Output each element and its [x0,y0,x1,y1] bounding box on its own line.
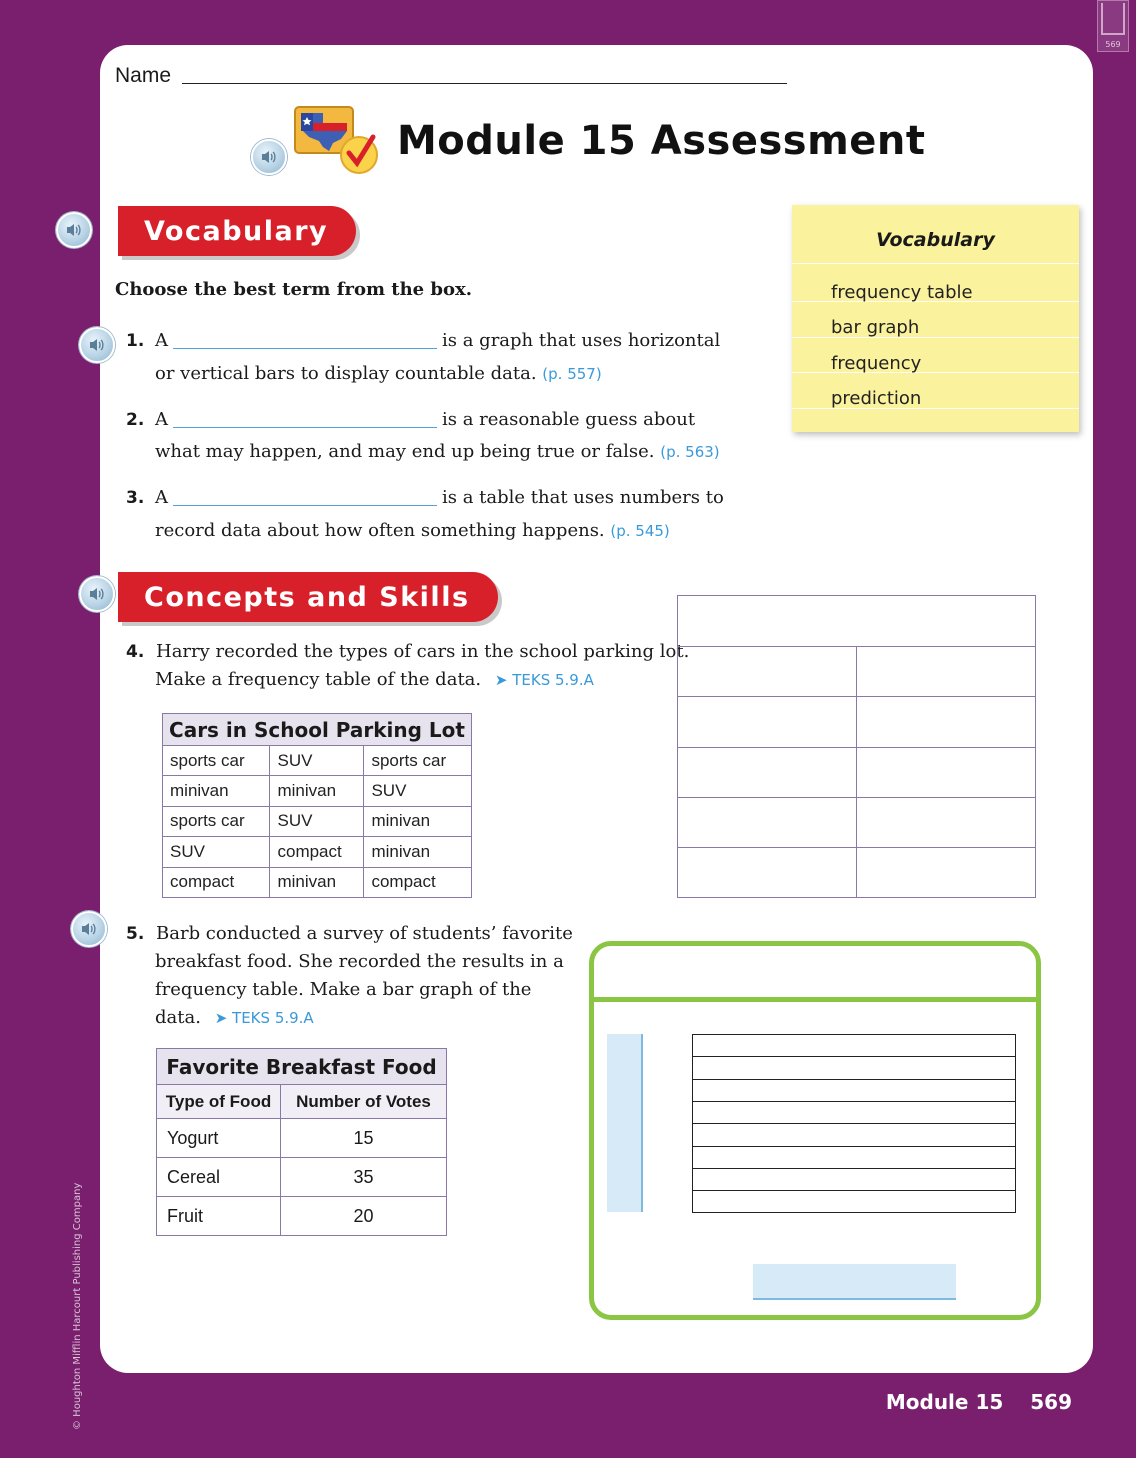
texas-checkmark-icon [293,105,385,177]
vocab-word: prediction [831,388,922,409]
question-number: 5. [126,924,145,944]
table-row [163,806,472,836]
copyright-notice: © Houghton Mifflin Harcourt Publishing Company [72,1182,83,1430]
table-cell: minivan [364,837,472,867]
table-row [163,867,472,897]
question-number: 1. [126,331,145,351]
page-reference: (p. 563) [660,443,720,461]
audio-speaker-icon[interactable] [56,212,92,248]
teks-reference[interactable]: ➤ TEKS 5.9.A [214,1009,314,1027]
question-lead: A [155,409,168,430]
table-cell: minivan [163,776,270,806]
vocab-word: bar graph [831,317,920,338]
vocab-word: frequency [831,353,922,374]
table-cell: 20 [281,1197,447,1236]
table-cell: sports car [163,746,270,776]
question-text-line2: what may happen, and may end up being true or false. (p. 563) [155,441,720,462]
question-text: is a table that uses numbers to [442,487,724,508]
table-cell: SUV [364,776,472,806]
table-cell: Yogurt [157,1119,281,1158]
graph-grid[interactable] [692,1034,1016,1213]
bookmark-tab[interactable] [1097,0,1129,52]
grid-line [693,1146,1015,1147]
y-axis-label-input[interactable] [607,1034,643,1212]
table-cell: Fruit [157,1197,281,1236]
bookmark-icon [1101,3,1125,35]
table-cell: SUV [163,837,270,867]
texas-icon: ➤ [494,671,508,689]
table-cell: compact [270,837,364,867]
table-header: Number of Votes [281,1085,447,1119]
question-text: breakfast food. She recorded the results in a [155,951,564,972]
cars-data-table [162,713,472,898]
question-text-line2: or vertical bars to display countable data. (p. 557) [155,363,602,384]
texas-icon: ➤ [214,1009,228,1027]
name-label: Name [115,64,172,87]
table-cell: Cereal [157,1158,281,1197]
page-reference: (p. 545) [610,522,670,540]
table-row [157,1158,447,1197]
table-cell: sports car [163,806,270,836]
vocab-word: frequency table [831,282,973,303]
table-cell: SUV [270,806,364,836]
page-title: Module 15 Assessment [397,118,926,164]
table-cell: 15 [281,1119,447,1158]
grid-line [693,1079,1015,1080]
table-title: Cars in School Parking Lot [163,714,472,746]
question-text: is a graph that uses horizontal [442,330,721,351]
question-text: frequency table. Make a bar graph of the [155,979,532,1000]
table-cell: sports car [364,746,472,776]
grid-line [693,1123,1015,1124]
question-text-line2: record data about how often something happens. (p. 545) [155,520,670,541]
breakfast-food-table [156,1048,447,1236]
grid-line [693,1190,1015,1191]
frequency-table-answer-grid[interactable] [677,595,1036,898]
table-cell: minivan [270,776,364,806]
vocabulary-instruction: Choose the best term from the box. [115,279,472,300]
page-footer [886,1390,1072,1414]
question-number: 3. [126,488,145,508]
answer-blank-3[interactable] [173,505,437,506]
name-input-line[interactable] [182,83,787,84]
grid-line [693,1056,1015,1057]
table-cell: minivan [270,867,364,897]
table-cell: minivan [364,806,472,836]
x-axis-label-input[interactable] [753,1264,956,1300]
grid-line [856,646,857,897]
table-title: Favorite Breakfast Food [157,1049,447,1085]
table-cell: SUV [270,746,364,776]
table-cell: 35 [281,1158,447,1197]
question-number: 4. [126,642,145,662]
footer-page-number: 569 [1030,1390,1072,1414]
grid-line [693,1101,1015,1102]
page-reference: (p. 557) [542,365,602,383]
table-row [163,776,472,806]
question-text: Harry recorded the types of cars in the school parking lot. [156,641,690,662]
question-number: 2. [126,410,145,430]
graph-title-divider [589,997,1041,1002]
question-lead: A [155,330,168,351]
question-text-line2: Make a frequency table of the data. ➤ TEKS 5.9.A [155,669,594,690]
table-cell: compact [163,867,270,897]
table-row [157,1119,447,1158]
vocabulary-word-box [792,205,1079,432]
footer-module: Module 15 [885,1390,1004,1414]
table-cell: compact [364,867,472,897]
table-row [163,837,472,867]
grid-line [693,1168,1015,1169]
answer-blank-2[interactable] [173,427,437,428]
question-text: is a reasonable guess about [442,409,696,430]
table-header: Type of Food [157,1085,281,1119]
teks-reference[interactable]: ➤ TEKS 5.9.A [494,671,594,689]
answer-blank-1[interactable] [173,348,437,349]
vocabulary-box-title: Vocabulary [876,229,995,251]
audio-speaker-icon[interactable] [79,576,115,612]
table-row [157,1197,447,1236]
question-text: data. ➤ TEKS 5.9.A [155,1007,314,1028]
audio-speaker-icon[interactable] [251,139,287,175]
question-text: Barb conducted a survey of students’ favorite [156,923,573,944]
concepts-skills-banner: Concepts and Skills [118,572,498,622]
divider [792,263,1079,264]
corner-page-number: 569 [1105,40,1121,49]
table-row [163,746,472,776]
question-lead: A [155,487,168,508]
audio-speaker-icon[interactable] [79,327,115,363]
audio-speaker-icon[interactable] [71,911,107,947]
vocabulary-banner: Vocabulary [118,206,356,256]
